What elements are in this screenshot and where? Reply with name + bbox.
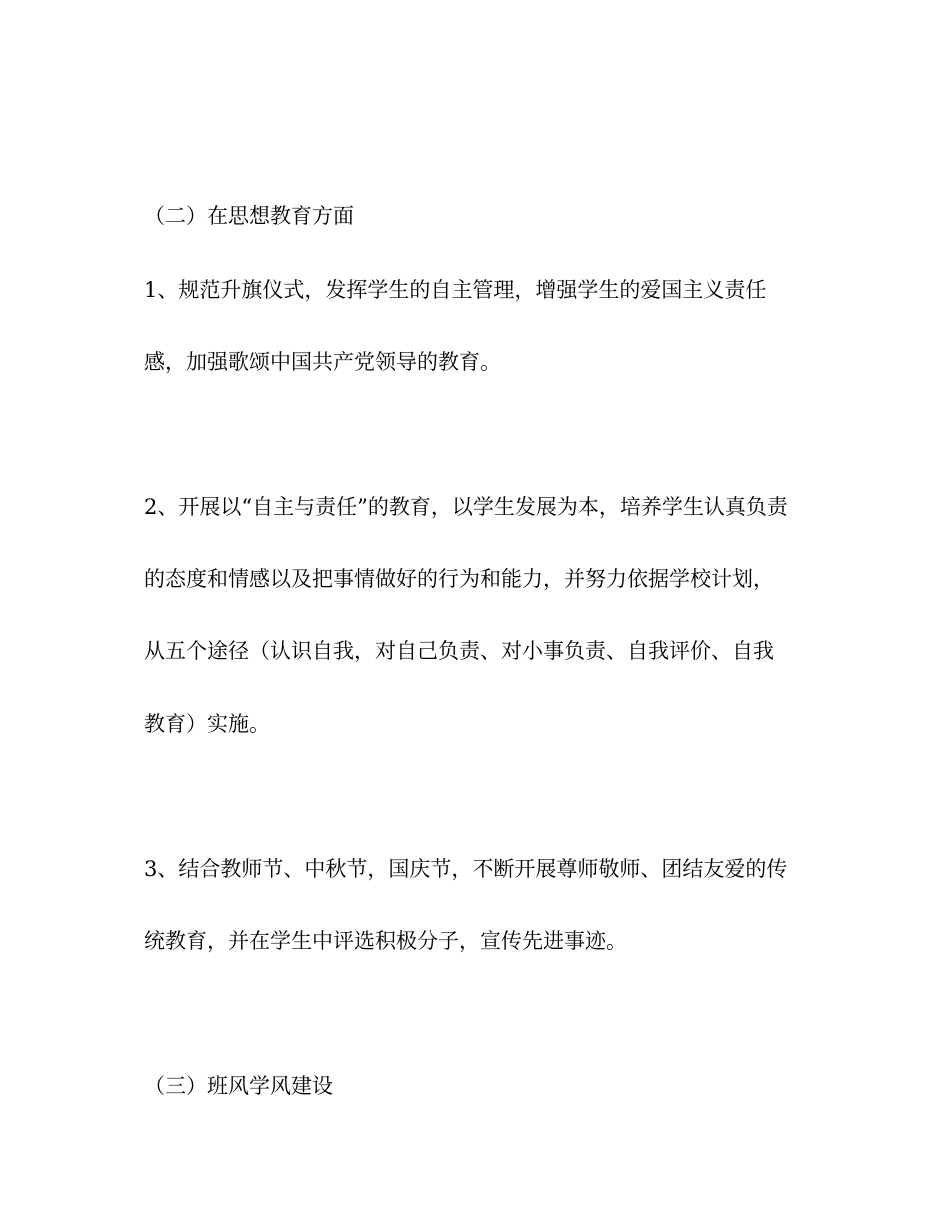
item-2-line-4: 教育）实施。 [144,712,270,736]
item-1-line-1: 1、规范升旗仪式，发挥学生的自主管理，增强学生的爱国主义责任 [144,278,767,302]
item-2-line-2: 的态度和情感以及把事情做好的行为和能力，并努力依据学校计划， [144,567,774,591]
section-three-heading: （三）班风学风建设 [144,1074,333,1098]
item-2-line-3: 从五个途径（认识自我，对自己负责、对小事负责、自我评价、自我 [144,639,774,663]
section-two-heading: （二）在思想教育方面 [144,204,354,228]
item-1-line-2: 感，加强歌颂中国共产党领导的教育。 [144,350,501,374]
item-2-line-1: 2、开展以“自主与责任”的教育，以学生发展为本，培养学生认真负责 [144,495,788,519]
item-3-line-2: 统教育，并在学生中评选积极分子，宣传先进事迹。 [144,929,627,953]
item-3-line-1: 3、结合教师节、中秋节，国庆节，不断开展尊师敬师、团结友爱的传 [144,857,788,881]
